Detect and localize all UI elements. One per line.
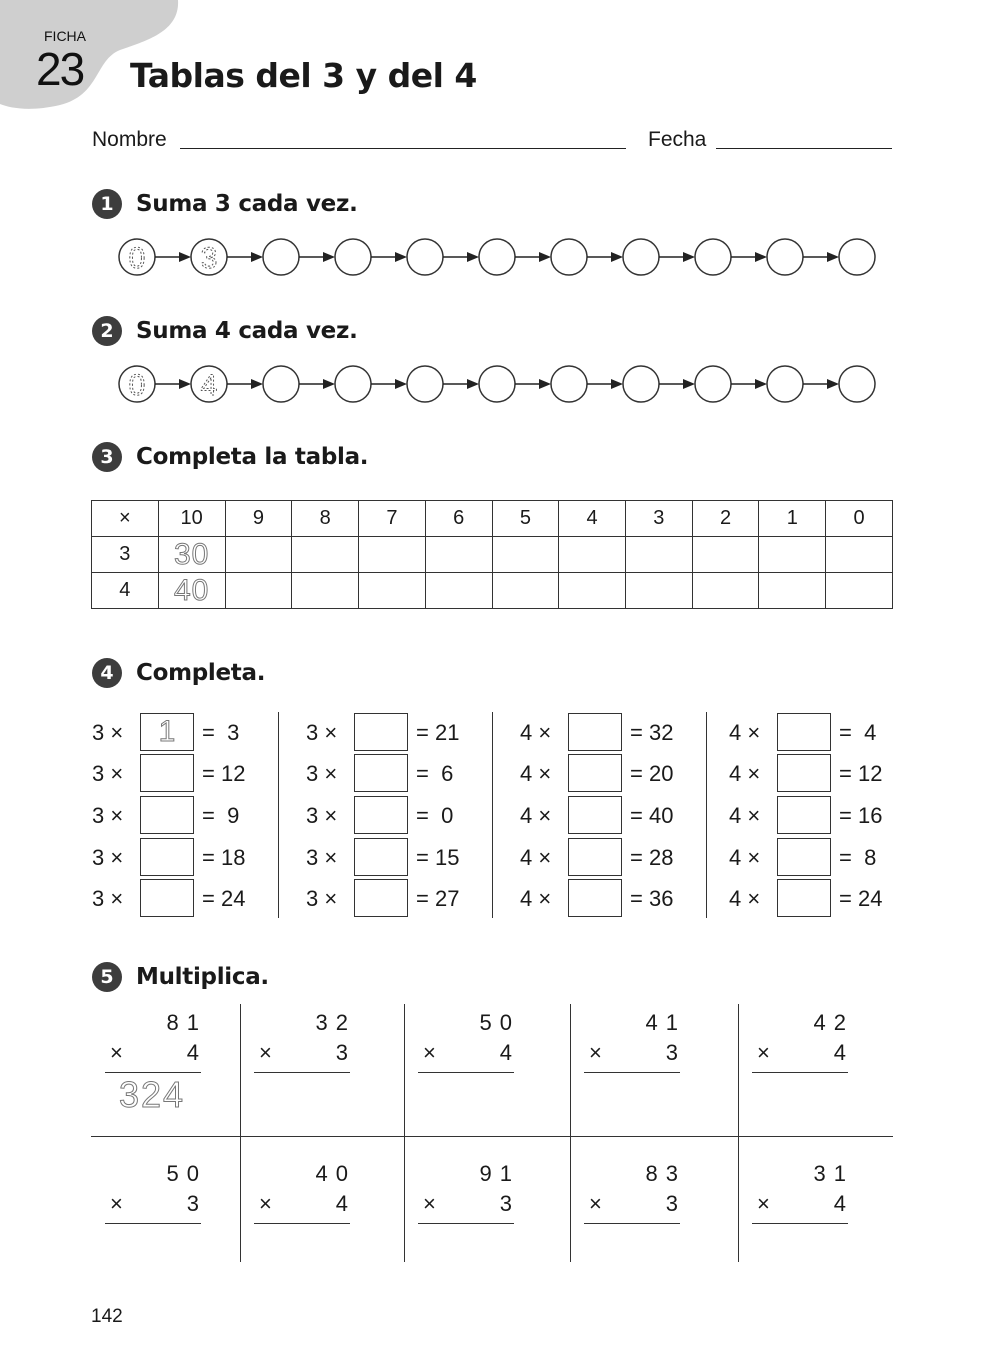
- equation-result: = 12: [202, 761, 246, 786]
- multiplier: 4: [499, 1040, 520, 1065]
- multiplier: 3: [335, 1040, 356, 1065]
- equation-answer-box[interactable]: [568, 796, 622, 834]
- times-icon: ×: [110, 1040, 123, 1065]
- times-icon: ×: [589, 1191, 602, 1216]
- table-answer-cell[interactable]: [425, 537, 492, 573]
- equation-factor: 3 ×: [306, 845, 338, 870]
- section-number-badge: 4: [92, 658, 122, 688]
- times-icon: ×: [757, 1191, 770, 1216]
- equation-factor: 3 ×: [92, 845, 124, 870]
- section-number-badge: 1: [92, 189, 122, 219]
- arrow-right-icon: [683, 252, 695, 262]
- table-answer-cell[interactable]: [759, 573, 826, 609]
- table-answer-cell[interactable]: [492, 537, 559, 573]
- multiplicand: 40: [315, 1161, 356, 1186]
- equation-answer-box[interactable]: [140, 754, 194, 792]
- chain-circle[interactable]: [839, 239, 875, 275]
- chain-circle[interactable]: [767, 366, 803, 402]
- column-divider: [706, 712, 707, 918]
- equation-factor: 4 ×: [729, 886, 761, 911]
- equation-factor: 3 ×: [92, 720, 124, 745]
- section-title: Completa la tabla.: [136, 444, 369, 470]
- table-answer-cell[interactable]: [158, 573, 225, 609]
- equation-factor: 4 ×: [729, 720, 761, 745]
- equation-answer-box[interactable]: [354, 754, 408, 792]
- arrow-right-icon: [395, 379, 407, 389]
- multiplicand: 91: [479, 1161, 520, 1186]
- section-2-heading: [92, 316, 358, 346]
- equation-result: = 28: [630, 845, 674, 870]
- table-column-header: 8: [292, 501, 359, 537]
- chain-circle[interactable]: [551, 366, 587, 402]
- equation-factor: 3 ×: [306, 761, 338, 786]
- equation-answer-box[interactable]: [777, 713, 831, 751]
- equation-factor: 4 ×: [520, 803, 552, 828]
- times-icon: ×: [259, 1040, 272, 1065]
- result-line: [105, 1223, 201, 1224]
- equation-factor: 4 ×: [729, 803, 761, 828]
- equation-answer-box[interactable]: [777, 754, 831, 792]
- grid-divider: [404, 1004, 405, 1262]
- equation-result: = 3: [202, 720, 240, 745]
- equation-answer-box[interactable]: [140, 796, 194, 834]
- arrow-right-icon: [467, 379, 479, 389]
- table-column-header: 5: [492, 501, 559, 537]
- table-answer-cell[interactable]: [225, 537, 292, 573]
- product-answer[interactable]: 324: [119, 1074, 186, 1115]
- table-row-header: 3: [92, 537, 159, 573]
- equation-factor: 4 ×: [520, 845, 552, 870]
- equation-result: = 20: [630, 761, 674, 786]
- multiplier: 4: [833, 1191, 854, 1216]
- equation-result: = 0: [416, 803, 454, 828]
- equation-result: = 27: [416, 886, 460, 911]
- equation-answer-box[interactable]: [140, 713, 194, 751]
- chain-svg: [118, 237, 878, 277]
- equation-factor: 4 ×: [520, 761, 552, 786]
- multiplicand: 83: [645, 1161, 686, 1186]
- table-row: [92, 537, 893, 573]
- equation-result: = 40: [630, 803, 674, 828]
- nombre-field[interactable]: [180, 148, 626, 149]
- multiplier: 4: [335, 1191, 356, 1216]
- chain-example-number: 3: [200, 242, 218, 275]
- multiplier: 4: [186, 1040, 207, 1065]
- section-title: Suma 3 cada vez.: [136, 191, 358, 217]
- section-number-badge: 3: [92, 442, 122, 472]
- equation-answer-box[interactable]: [354, 838, 408, 876]
- arrow-right-icon: [179, 379, 191, 389]
- table-example-answer: 40: [173, 573, 210, 607]
- table-answer-cell[interactable]: [359, 537, 426, 573]
- page-number: 142: [91, 1306, 123, 1327]
- arrow-right-icon: [755, 379, 767, 389]
- times-icon: ×: [589, 1040, 602, 1065]
- multiplicand: 50: [479, 1010, 520, 1035]
- multiplicand: 81: [166, 1010, 207, 1035]
- table-answer-cell[interactable]: [158, 537, 225, 573]
- table-column-header: 0: [826, 501, 893, 537]
- chain-circle[interactable]: [695, 366, 731, 402]
- multiplier: 4: [833, 1040, 854, 1065]
- equation-factor: 4 ×: [520, 720, 552, 745]
- equation-answer-box[interactable]: [568, 879, 622, 917]
- multiplicand: 42: [813, 1010, 854, 1035]
- table-column-header: 6: [425, 501, 492, 537]
- chain-circle[interactable]: [479, 239, 515, 275]
- chain-example-number: 0: [128, 242, 146, 275]
- equation-result: = 12: [839, 761, 883, 786]
- chain-circle[interactable]: [839, 366, 875, 402]
- arrow-right-icon: [323, 252, 335, 262]
- ficha-number: 23: [36, 43, 84, 95]
- equation-answer-box[interactable]: [568, 754, 622, 792]
- arrow-right-icon: [251, 252, 263, 262]
- table-answer-cell[interactable]: [759, 537, 826, 573]
- table-answer-cell[interactable]: [826, 537, 893, 573]
- chain-add-4: [118, 364, 878, 404]
- arrow-right-icon: [755, 252, 767, 262]
- equation-result: = 16: [839, 803, 883, 828]
- table-answer-cell[interactable]: [225, 573, 292, 609]
- section-number-badge: 2: [92, 316, 122, 346]
- equation-factor: 3 ×: [306, 803, 338, 828]
- times-icon: ×: [259, 1191, 272, 1216]
- table-answer-cell[interactable]: [359, 573, 426, 609]
- chain-circle[interactable]: [695, 239, 731, 275]
- table-answer-cell[interactable]: [425, 573, 492, 609]
- chain-circle[interactable]: [407, 239, 443, 275]
- arrow-right-icon: [611, 379, 623, 389]
- chain-svg: [118, 364, 878, 404]
- equation-answer-box[interactable]: [354, 713, 408, 751]
- grid-divider: [240, 1004, 241, 1262]
- table-corner-symbol: ×: [92, 501, 159, 537]
- equation-answer-box[interactable]: [140, 879, 194, 917]
- result-line: [752, 1072, 848, 1073]
- chain-circle[interactable]: [335, 239, 371, 275]
- arrow-right-icon: [179, 252, 191, 262]
- arrow-right-icon: [467, 252, 479, 262]
- result-line: [584, 1072, 680, 1073]
- section-1-heading: [92, 189, 358, 219]
- table-column-header: 10: [158, 501, 225, 537]
- equation-result: = 8: [839, 845, 877, 870]
- multiplier: 3: [186, 1191, 207, 1216]
- chain-circle[interactable]: [335, 366, 371, 402]
- section-title: Multiplica.: [136, 964, 269, 990]
- equation-answer-box[interactable]: [777, 796, 831, 834]
- table-column-header: 1: [759, 501, 826, 537]
- equation-result: = 32: [630, 720, 674, 745]
- section-title: Suma 4 cada vez.: [136, 318, 358, 344]
- equation-factor: 3 ×: [92, 761, 124, 786]
- equation-factor: 3 ×: [306, 886, 338, 911]
- equation-answer-box[interactable]: [140, 838, 194, 876]
- chain-circle[interactable]: [551, 239, 587, 275]
- result-line: [752, 1223, 848, 1224]
- chain-circle[interactable]: [623, 366, 659, 402]
- page-title: Tablas del 3 y del 4: [130, 56, 477, 95]
- arrow-right-icon: [827, 252, 839, 262]
- table-answer-cell[interactable]: [559, 573, 626, 609]
- grid-divider: [91, 1136, 893, 1137]
- equation-result: = 24: [202, 886, 246, 911]
- equation-answer-box[interactable]: [777, 838, 831, 876]
- fecha-field[interactable]: [716, 148, 892, 149]
- equation-result: = 15: [416, 845, 460, 870]
- table-answer-cell[interactable]: [292, 537, 359, 573]
- table-answer-cell[interactable]: [826, 573, 893, 609]
- equation-result: = 4: [839, 720, 877, 745]
- chain-circle[interactable]: [407, 366, 443, 402]
- equation-factor: 3 ×: [92, 803, 124, 828]
- section-5-heading: [92, 962, 269, 992]
- equation-answer-box[interactable]: [568, 838, 622, 876]
- nombre-label: Nombre: [92, 128, 167, 151]
- equation-factor: 4 ×: [729, 761, 761, 786]
- equation-answer-box[interactable]: [354, 879, 408, 917]
- grid-divider: [738, 1004, 739, 1262]
- chain-circle[interactable]: [263, 366, 299, 402]
- equation-factor: 3 ×: [92, 886, 124, 911]
- table-answer-cell[interactable]: [492, 573, 559, 609]
- times-icon: ×: [110, 1191, 123, 1216]
- equation-factor: 4 ×: [520, 886, 552, 911]
- table-answer-cell[interactable]: [692, 573, 759, 609]
- equation-result: = 24: [839, 886, 883, 911]
- equation-answer-box[interactable]: [568, 713, 622, 751]
- times-icon: ×: [757, 1040, 770, 1065]
- equation-answer-box[interactable]: [777, 879, 831, 917]
- equation-factor: 4 ×: [729, 845, 761, 870]
- chain-circle[interactable]: [623, 239, 659, 275]
- table-row: [92, 573, 893, 609]
- result-line: [584, 1223, 680, 1224]
- arrow-right-icon: [611, 252, 623, 262]
- times-icon: ×: [423, 1191, 436, 1216]
- table-answer-cell[interactable]: [625, 537, 692, 573]
- multiplicand: 41: [645, 1010, 686, 1035]
- column-divider: [492, 712, 493, 918]
- section-4-heading: [92, 658, 265, 688]
- arrow-right-icon: [395, 252, 407, 262]
- table-column-header: 9: [225, 501, 292, 537]
- multiplicand: 50: [166, 1161, 207, 1186]
- table-answer-cell[interactable]: [625, 573, 692, 609]
- arrow-right-icon: [683, 379, 695, 389]
- equation-answer-box[interactable]: [354, 796, 408, 834]
- result-line: [254, 1223, 350, 1224]
- table-column-header: 7: [359, 501, 426, 537]
- result-line: [418, 1223, 514, 1224]
- arrow-right-icon: [827, 379, 839, 389]
- result-line: [418, 1072, 514, 1073]
- equation-result: = 6: [416, 761, 454, 786]
- chain-circle[interactable]: [767, 239, 803, 275]
- section-title: Completa.: [136, 660, 266, 686]
- multiplier: 3: [665, 1040, 686, 1065]
- multiplier: 3: [665, 1191, 686, 1216]
- equation-result: = 21: [416, 720, 460, 745]
- table-column-header: 2: [692, 501, 759, 537]
- grid-divider: [570, 1004, 571, 1262]
- column-divider: [278, 712, 279, 918]
- arrow-right-icon: [539, 252, 551, 262]
- table-answer-cell[interactable]: [292, 573, 359, 609]
- ficha-label: FICHA: [44, 28, 86, 44]
- table-answer-cell[interactable]: [559, 537, 626, 573]
- table-example-answer: 30: [173, 537, 210, 571]
- chain-example-number: 0: [128, 369, 146, 402]
- chain-circle[interactable]: [263, 239, 299, 275]
- result-line: [105, 1072, 201, 1073]
- chain-add-3: [118, 237, 878, 277]
- arrow-right-icon: [323, 379, 335, 389]
- chain-example-number: 4: [200, 369, 218, 402]
- result-line: [254, 1072, 350, 1073]
- equation-result: = 18: [202, 845, 246, 870]
- table-column-header: 3: [625, 501, 692, 537]
- arrow-right-icon: [251, 379, 263, 389]
- equation-result: = 9: [202, 803, 240, 828]
- section-number-badge: 5: [92, 962, 122, 992]
- equation-example-answer: 1: [158, 715, 176, 748]
- multiplication-table: [91, 500, 893, 609]
- equation-result: = 36: [630, 886, 674, 911]
- equation-factor: 3 ×: [306, 720, 338, 745]
- table-row-header: 4: [92, 573, 159, 609]
- multiplicand: 32: [315, 1010, 356, 1035]
- fecha-label: Fecha: [648, 128, 707, 151]
- table-answer-cell[interactable]: [692, 537, 759, 573]
- table-column-header: 4: [559, 501, 626, 537]
- times-icon: ×: [423, 1040, 436, 1065]
- table-header-row: [92, 501, 893, 537]
- multiplier: 3: [499, 1191, 520, 1216]
- chain-circle[interactable]: [479, 366, 515, 402]
- section-3-heading: [92, 442, 368, 472]
- multiplicand: 31: [813, 1161, 854, 1186]
- arrow-right-icon: [539, 379, 551, 389]
